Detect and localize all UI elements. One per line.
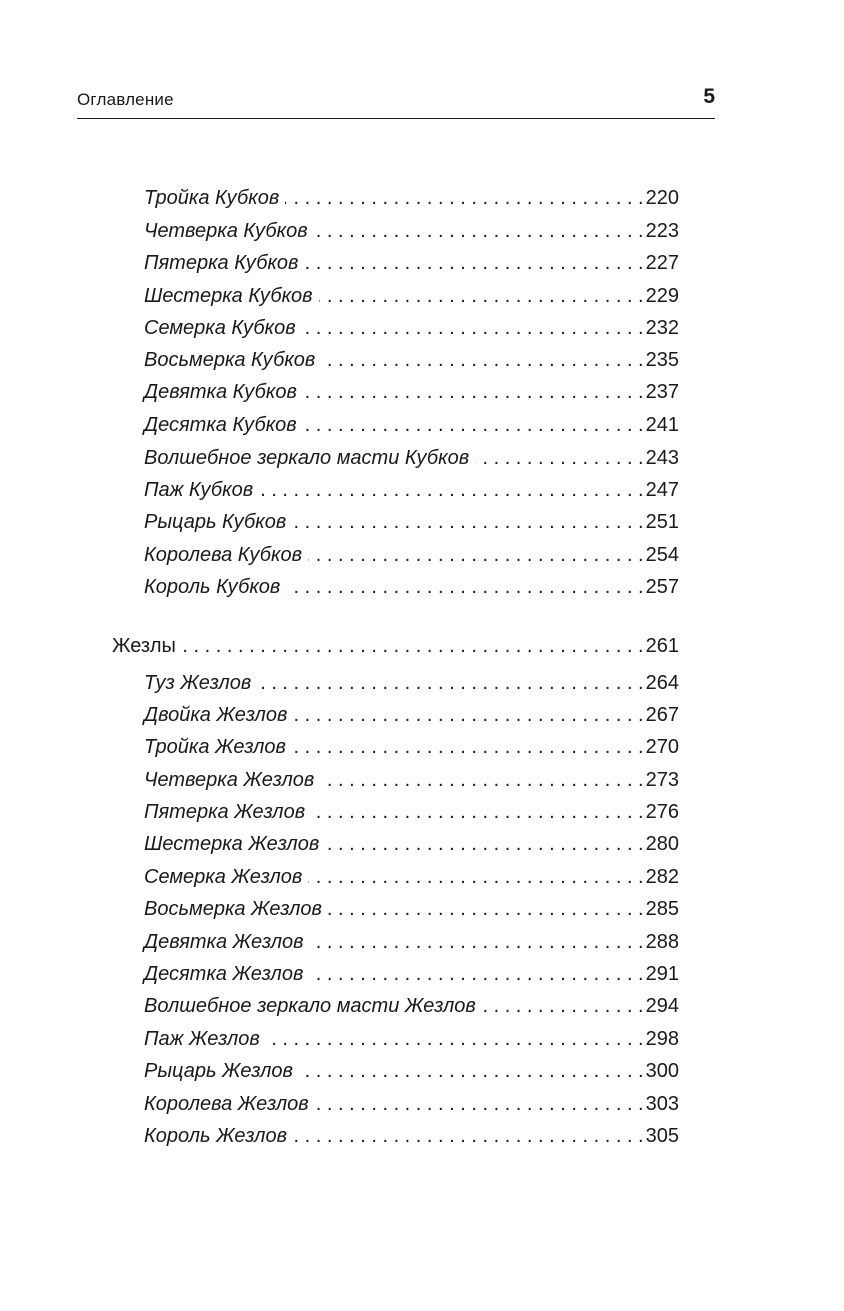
dot-leader: [302, 313, 644, 343]
toc-entry-page: 294: [645, 995, 679, 1017]
toc-entry-page: 276: [645, 801, 679, 823]
toc-entry-title: Десятка Кубков: [144, 414, 297, 436]
dot-leader: [482, 991, 644, 1021]
toc-entry-title: Волшебное зеркало масти Жезлов: [144, 995, 476, 1017]
dot-leader: [259, 475, 643, 505]
dot-leader: [308, 540, 644, 570]
toc-entry[interactable]: [144, 216, 679, 246]
toc-entry-title: Четверка Кубков: [144, 220, 308, 242]
toc-entry-title: Паж Кубков: [144, 479, 254, 501]
toc-entry-title: Королева Кубков: [144, 544, 303, 566]
toc-entry[interactable]: [144, 475, 679, 505]
toc-entry-page: 237: [645, 381, 679, 403]
toc-entry[interactable]: [144, 1089, 679, 1119]
toc-entry-page: 264: [645, 672, 679, 694]
dot-leader: [304, 248, 643, 278]
toc-entry-page: 251: [645, 511, 679, 533]
toc-entry-page: 243: [645, 447, 679, 469]
toc-entry-page: 298: [645, 1028, 679, 1050]
toc-entry-title: Шестерка Кубков: [144, 285, 313, 307]
toc-entry-page: 257: [645, 576, 679, 598]
dot-leader: [299, 1056, 644, 1086]
toc-entry-title: Рыцарь Кубков: [144, 511, 287, 533]
dot-leader: [311, 797, 643, 827]
toc-entry[interactable]: [144, 313, 679, 343]
toc-entry-page: 229: [645, 285, 679, 307]
toc-entry-title: Королева Жезлов: [144, 1093, 309, 1115]
dot-leader: [315, 1089, 644, 1119]
toc-entry-title: Семерка Кубков: [144, 317, 296, 339]
toc-entry-page: 273: [645, 769, 679, 791]
toc-entry-page: 303: [645, 1093, 679, 1115]
dot-leader: [320, 765, 643, 795]
toc-entry[interactable]: [144, 927, 679, 957]
toc-entry[interactable]: [144, 894, 679, 924]
header-title: Оглавление: [77, 90, 174, 109]
dot-leader: [475, 443, 643, 473]
dot-leader: [257, 668, 643, 698]
toc-entry-title: Паж Жезлов: [144, 1028, 260, 1050]
toc-entry[interactable]: [144, 862, 679, 892]
dot-leader: [314, 216, 644, 246]
toc-entry[interactable]: [144, 572, 679, 602]
dot-leader: [321, 345, 643, 375]
toc-entry-page: 270: [645, 736, 679, 758]
toc-entry[interactable]: [144, 829, 679, 859]
dot-leader: [292, 507, 643, 537]
toc-entry[interactable]: [144, 1121, 679, 1151]
dot-leader: [310, 927, 644, 957]
dot-leader: [325, 829, 643, 859]
toc-entry-title: Девятка Кубков: [144, 381, 297, 403]
toc-entry[interactable]: [144, 507, 679, 537]
toc-entry-page: 300: [645, 1060, 679, 1082]
toc-entry[interactable]: [144, 248, 679, 278]
toc-entry-page: 241: [645, 414, 679, 436]
toc-entry-title: Рыцарь Жезлов: [144, 1060, 293, 1082]
dot-leader: [303, 410, 644, 440]
dot-leader: [286, 572, 643, 602]
toc-entry-title: Король Кубков: [144, 576, 281, 598]
toc-entry-title: Волшебное зеркало масти Кубков: [144, 447, 470, 469]
toc-entry[interactable]: [144, 668, 679, 698]
toc-entry-title: Семерка Жезлов: [144, 866, 303, 888]
toc-entry-title: Двойка Жезлов: [144, 704, 288, 726]
toc-section[interactable]: [112, 631, 679, 661]
dot-leader: [285, 183, 643, 213]
toc-entry-page: 247: [645, 479, 679, 501]
toc-entry[interactable]: [144, 765, 679, 795]
dot-leader: [303, 377, 644, 407]
toc-entry[interactable]: [144, 540, 679, 570]
toc-entry-page: 227: [645, 252, 679, 274]
toc-entry-title: Восьмерка Кубков: [144, 349, 316, 371]
toc-entry-title: Пятерка Кубков: [144, 252, 299, 274]
toc-entry-page: 220: [645, 187, 679, 209]
toc-entry-title: Тройка Кубков: [144, 187, 280, 209]
toc-entry[interactable]: [144, 281, 679, 311]
toc-entry[interactable]: [144, 183, 679, 213]
toc-entry-page: 291: [645, 963, 679, 985]
dot-leader: [292, 732, 644, 762]
dot-leader: [319, 281, 644, 311]
dot-leader: [182, 631, 644, 661]
dot-leader: [328, 894, 644, 924]
toc-entry-page: 285: [645, 898, 679, 920]
toc-entry-page: 305: [645, 1125, 679, 1147]
dot-leader: [266, 1024, 644, 1054]
toc-entry[interactable]: [144, 1056, 679, 1086]
toc-entry-title: Четверка Жезлов: [144, 769, 315, 791]
toc-entry-page: 267: [645, 704, 679, 726]
toc-entry[interactable]: [144, 377, 679, 407]
toc-section-page: 261: [645, 635, 679, 657]
dot-leader: [293, 1121, 644, 1151]
toc-entry[interactable]: [144, 345, 679, 375]
toc-section-title: Жезлы: [112, 635, 176, 657]
toc-entry-page: 223: [645, 220, 679, 242]
toc-entry-page: 280: [645, 833, 679, 855]
toc-entry[interactable]: [144, 700, 679, 730]
toc-entry[interactable]: [144, 443, 679, 473]
toc-entry[interactable]: [144, 797, 679, 827]
toc-entry[interactable]: [144, 732, 679, 762]
toc-entry[interactable]: [144, 1024, 679, 1054]
toc-entry-page: 254: [645, 544, 679, 566]
toc-entry-title: Шестерка Жезлов: [144, 833, 320, 855]
toc-entry-title: Пятерка Жезлов: [144, 801, 306, 823]
toc-entry-title: Король Жезлов: [144, 1125, 288, 1147]
toc-entry-page: 235: [645, 349, 679, 371]
toc-entry-page: 288: [645, 931, 679, 953]
toc-entry-title: Десятка Жезлов: [144, 963, 304, 985]
toc-entry[interactable]: [144, 959, 679, 989]
toc-entry-title: Восьмерка Жезлов: [144, 898, 322, 920]
toc-entry-page: 282: [645, 866, 679, 888]
toc-entry[interactable]: [144, 410, 679, 440]
dot-leader: [308, 862, 643, 892]
page-number: 5: [703, 85, 715, 108]
toc-entry[interactable]: [144, 991, 679, 1021]
running-header: [77, 84, 715, 119]
toc-entry-page: 232: [645, 317, 679, 339]
dot-leader: [293, 700, 643, 730]
toc-entry-title: Туз Жезлов: [144, 672, 252, 694]
toc-entry-title: Тройка Жезлов: [144, 736, 286, 758]
toc-entry-title: Девятка Жезлов: [144, 931, 304, 953]
dot-leader: [309, 959, 643, 989]
